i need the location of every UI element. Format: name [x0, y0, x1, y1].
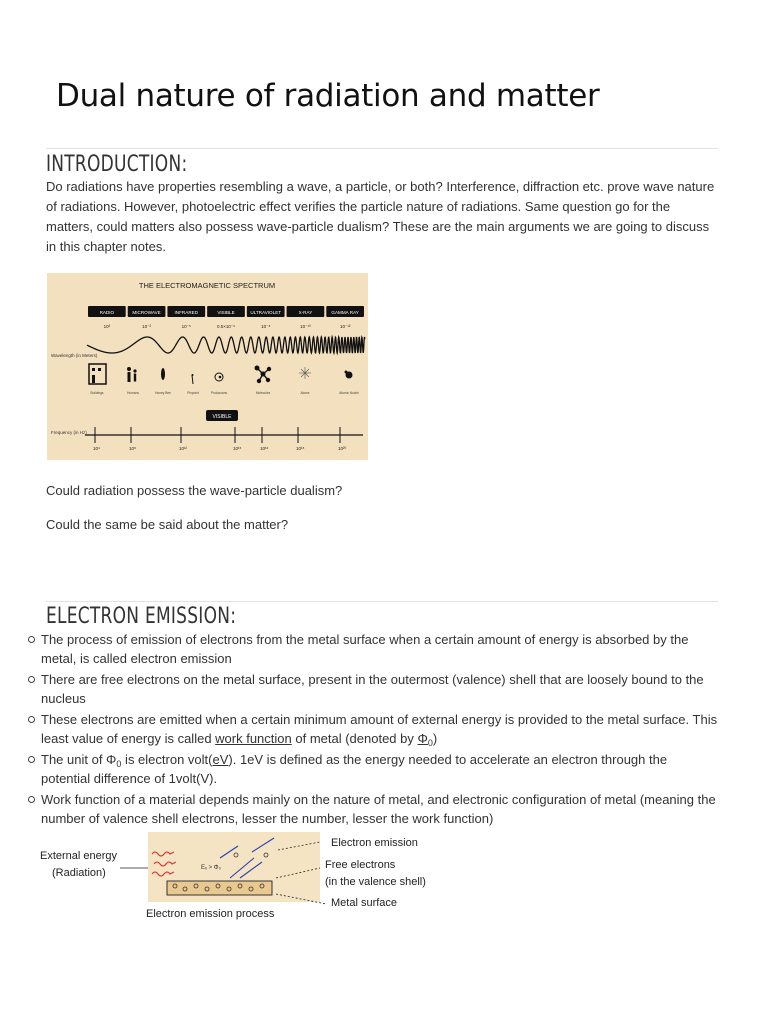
band-label: ULTRAVIOLET: [250, 310, 282, 315]
scale-object-label: Protozoans: [210, 391, 228, 395]
phi-symbol: $\Phi_0$: [417, 731, 433, 748]
building-icon: [89, 364, 106, 384]
wavelength-tick-label: 10⁻¹⁰: [300, 324, 311, 329]
external-energy-label: External energy: [40, 850, 118, 862]
wavelength-tick-label: 10⁻²: [142, 324, 152, 329]
question-matter: Could the same be said about the matter?: [46, 517, 289, 532]
wavelength-tick-label: 10⁻¹²: [339, 324, 351, 329]
diagram-caption: Electron emission process: [146, 908, 275, 920]
intro-heading-text: INTRODUCTION:: [46, 152, 188, 177]
bullet-text: The unit of: [41, 752, 107, 767]
list-item: [28, 790, 718, 828]
bullet-icon: [28, 716, 35, 723]
honey-bee-icon: [161, 368, 165, 380]
frequency-tick-label: 10²⁰: [338, 446, 347, 451]
scale-object-label: Atoms: [300, 391, 310, 395]
bullet-icon: [28, 676, 35, 683]
list-item: [28, 710, 718, 748]
bullet-text: These electrons are emitted when a certain minimum amount of external energy is provided to the metal surface. This least value of energy is called: [41, 712, 718, 746]
energy-formula: Eₓ > Φ₀: [201, 865, 222, 871]
intro-heading: [46, 152, 210, 177]
em-spectrum-figure: [47, 273, 368, 460]
bullet-text: ). 1eV is defined as the energy needed to accelerate an electron through the potential difference of 1volt(V).: [41, 752, 668, 786]
list-item: [28, 750, 718, 788]
electron-emission-label: Electron emission: [331, 837, 418, 849]
frequency-axis-label: Frequency (in Hz): [51, 430, 87, 435]
electron-emission-diagram: [30, 828, 450, 928]
question-radiation: Could radiation possess the wave-particle dualism?: [46, 483, 343, 498]
bullet-text: The process of emission of electrons from the metal surface when a certain amount of energy is absorbed by the metal, is called electron emission: [41, 632, 689, 666]
humans-icon: [127, 367, 137, 382]
metal-surface-label: Metal surface: [331, 897, 398, 909]
scale-object-label: Pinpoint: [187, 391, 199, 395]
frequency-tick-label: 10⁸: [129, 446, 136, 451]
band-label: VISIBLE: [217, 310, 235, 315]
band-label: INFRARED: [174, 310, 199, 315]
page-title: Dual nature of radiation and matter: [56, 78, 600, 114]
bullet-icon: [28, 636, 35, 643]
bullet-icon: [28, 756, 35, 763]
emission-bullet-list: [28, 630, 718, 830]
intro-paragraph: [46, 177, 718, 257]
metal-surface: [167, 881, 272, 895]
wavelength-tick-label: 10³: [103, 324, 111, 329]
frequency-tick-label: 10¹⁶: [260, 446, 269, 451]
intro-top-rule: [46, 148, 718, 149]
frequency-tick-label: 10¹²: [179, 446, 188, 451]
scale-objects: [89, 364, 353, 384]
frequency-tick-label: 10⁴: [93, 446, 100, 451]
wavelength-axis-label: Wavelength (in Meters): [51, 353, 98, 358]
bullet-text: ): [432, 731, 438, 746]
bullet-text: Work function of a material depends mainly on the nature of metal, and electronic configuration of metal (meaning the number of valence shell electrons, lesser the number, lesser the work function): [41, 792, 716, 826]
frequency-tick-label: 10¹⁸: [296, 446, 305, 451]
atomic-nucleus-icon: [345, 371, 353, 379]
free-electrons-label: Free electrons: [325, 859, 396, 871]
molecule-icon: [255, 366, 272, 384]
emission-heading-text: ELECTRON EMISSION:: [46, 604, 237, 629]
scale-object-label: Honey Bee: [155, 391, 171, 395]
visible-marker-label: VISIBLE: [212, 414, 232, 420]
bullet-text: There are free electrons on the metal surface, present in the outermost (valence) shell that are loosely bound to the nucleus: [41, 672, 704, 706]
band-label: MICROWAVE: [132, 310, 161, 315]
bullet-icon: [28, 796, 35, 803]
scale-object-label: Molecules: [255, 391, 271, 395]
band-label: X-RAY: [298, 310, 313, 315]
wavelength-tick-label: 10⁻⁵: [181, 324, 191, 329]
work-function-link[interactable]: work function: [215, 731, 292, 746]
spectrum-title: THE ELECTROMAGNETIC SPECTRUM: [138, 281, 276, 290]
band-label: GAMMA RAY: [331, 310, 359, 315]
valence-shell-label: (in the valence shell): [325, 876, 426, 888]
wave-curve: [87, 337, 365, 353]
band-label: RADIO: [99, 310, 115, 315]
pinpoint-icon: [192, 374, 194, 384]
protozoan-icon: [215, 373, 223, 381]
wavelength-tick-label: 0.5×10⁻⁶: [216, 324, 236, 329]
list-item: [28, 670, 718, 708]
emission-top-rule: [46, 601, 718, 602]
frequency-tick-label: 10¹⁵: [233, 446, 242, 451]
bullet-text: of metal (denoted by: [291, 731, 418, 746]
phi-symbol: $\Phi_0$: [106, 752, 122, 769]
intro-paragraph-text: Do radiations have properties resembling a wave, a particle, or both? Interference, diffraction etc. prove wave nature of radiations. However, photoelectric effect verifies the particle nature of radiations. Same question go for the matters, could matters also possess wave-particle dualism? These are the main arguments we are going to discuss in this chapter notes.: [46, 179, 715, 254]
bullet-text: is electron volt(: [121, 752, 213, 767]
wavelength-tick-label: 10⁻⁸: [261, 324, 271, 329]
ev-link[interactable]: eV: [212, 752, 229, 767]
scale-object-label: Buildings: [90, 391, 104, 395]
scale-object-label: Atomic Nuclei: [339, 391, 359, 395]
list-item: [28, 630, 718, 668]
radiation-label: (Radiation): [52, 867, 106, 879]
atom-icon: [299, 367, 311, 379]
emission-heading: [46, 604, 267, 629]
scale-object-label: Humans: [127, 391, 139, 395]
